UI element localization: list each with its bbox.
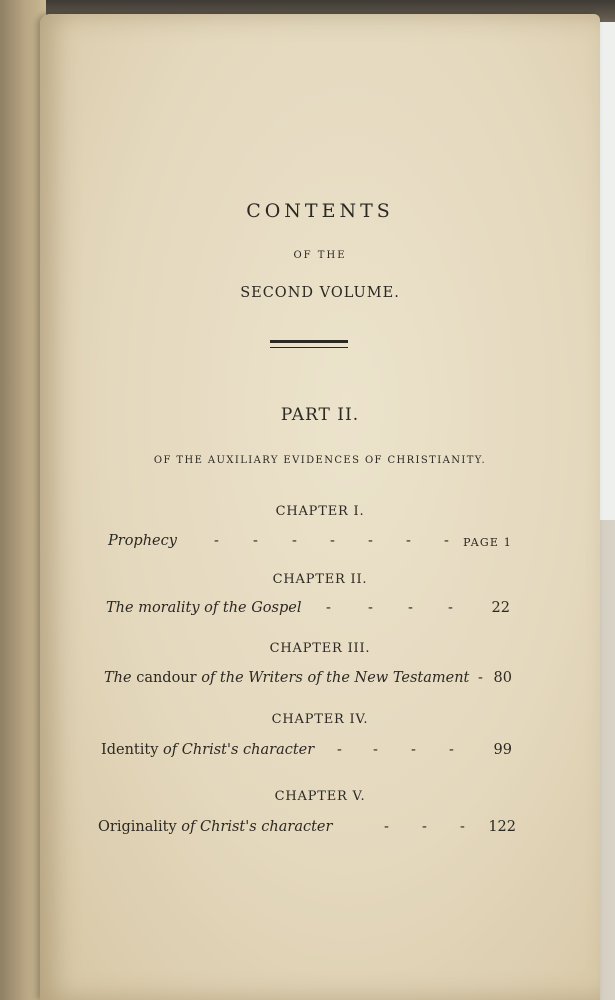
entry-title: Originality of Christ's character (98, 819, 333, 835)
book-page (40, 14, 600, 1000)
part-title: PART II. (280, 405, 360, 425)
chapter-label: CHAPTER II. (272, 572, 368, 587)
leader-dash: - (444, 533, 449, 549)
leader-dash: - (406, 533, 411, 549)
chapter-label: CHAPTER V. (274, 789, 366, 804)
page-number: 122 (488, 819, 516, 835)
leader-dash: - (330, 533, 335, 549)
leader-dash: - (411, 742, 416, 758)
leader-dash: - (368, 533, 373, 549)
leader-dash: - (408, 600, 413, 616)
entry-title: The morality of the Gospel (106, 600, 302, 616)
part-subtitle: OF THE AUXILIARY EVIDENCES OF CHRISTIANITY. (153, 455, 487, 466)
volume-label: SECOND VOLUME. (240, 285, 400, 301)
toc-entry (108, 533, 512, 555)
toc-entry (98, 819, 516, 841)
leader-dash: - (384, 819, 389, 835)
leader-dash: - (337, 742, 342, 758)
leader-dash: - (478, 670, 483, 686)
leader-dash: - (422, 819, 427, 835)
chapter-label: CHAPTER I. (275, 504, 365, 519)
entry-title: Identity of Christ's character (101, 742, 315, 758)
page-number: 22 (491, 600, 510, 616)
leader-dash: - (214, 533, 219, 549)
leader-dash: - (368, 600, 373, 616)
chapter-label: CHAPTER IV. (271, 712, 369, 727)
toc-entry (101, 742, 512, 764)
page-number: 80 (493, 670, 512, 686)
of-the-label: OF THE (293, 250, 347, 261)
leader-dash: - (253, 533, 258, 549)
leader-dash: - (449, 742, 454, 758)
entry-title: The candour of the Writers of the New Testament (104, 670, 470, 686)
decorative-rule (270, 340, 348, 348)
page-number: 99 (493, 742, 512, 758)
leader-dash: - (373, 742, 378, 758)
page-number: PAGE 1 (463, 536, 512, 549)
leader-dash: - (460, 819, 465, 835)
toc-entry (106, 600, 510, 622)
leader-dash: - (326, 600, 331, 616)
entry-title: Prophecy (108, 533, 177, 549)
leader-dash: - (448, 600, 453, 616)
contents-title: CONTENTS (246, 200, 394, 222)
leader-dash: - (292, 533, 297, 549)
chapter-label: CHAPTER III. (269, 641, 371, 656)
toc-entry (104, 670, 512, 692)
